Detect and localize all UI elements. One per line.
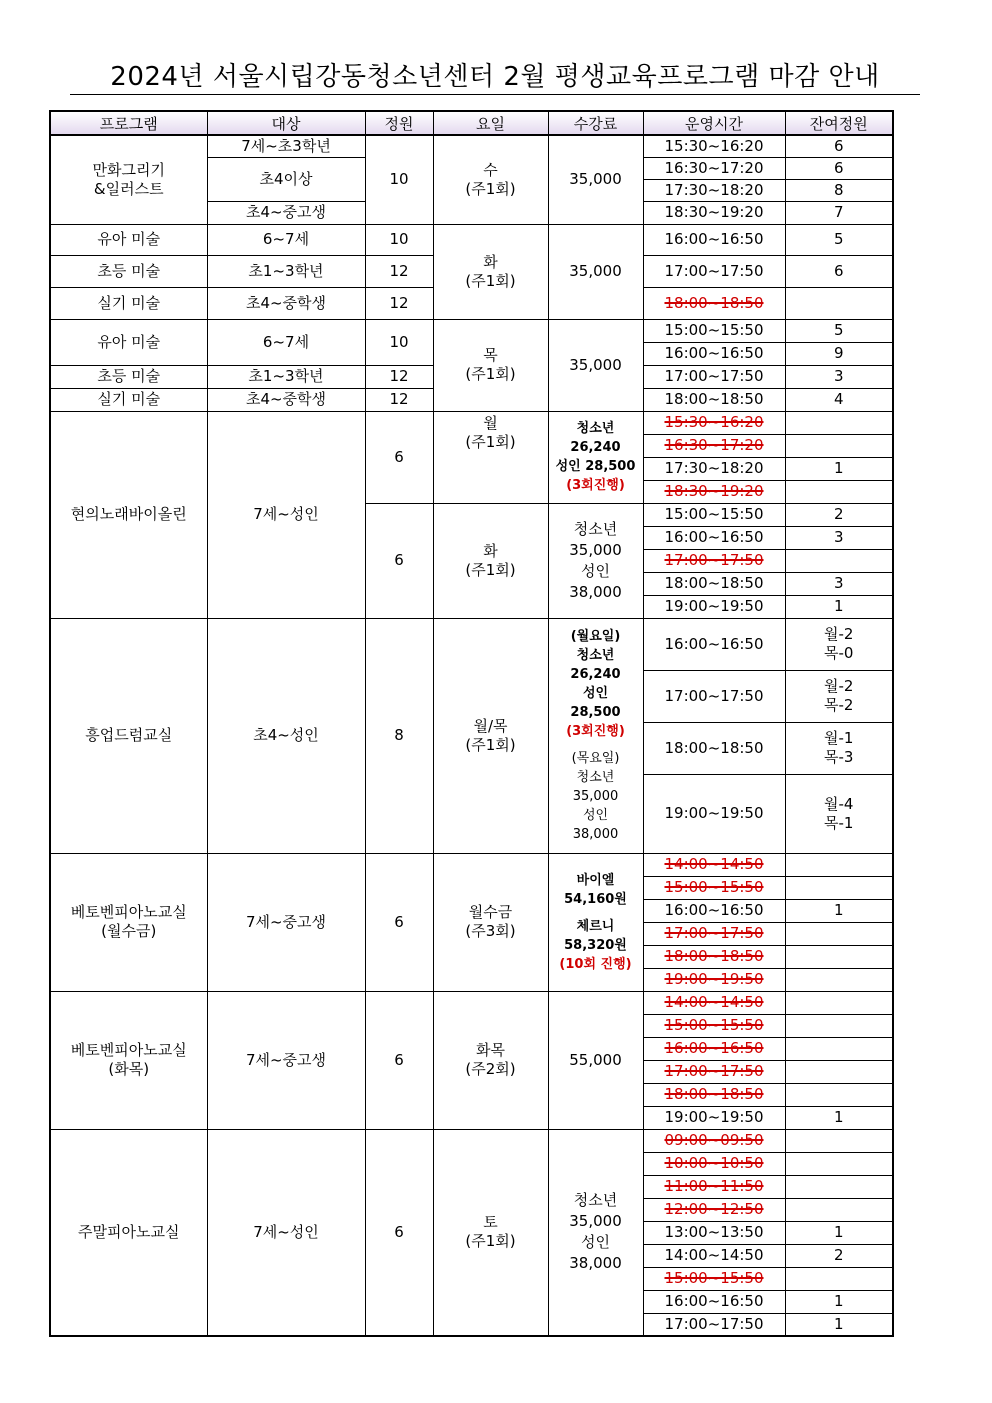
capacity-cell: 10 (365, 135, 433, 224)
time-slot: 17:30~18:20 (643, 179, 785, 201)
table-row (50, 1129, 893, 1152)
remaining-cell: 3 (785, 526, 893, 549)
remaining-cell (785, 968, 893, 991)
remaining-cell (785, 287, 893, 319)
time-slot: 16:00~16:50 (643, 899, 785, 922)
program-name: 만화그리기 &일러스트 (50, 135, 207, 224)
header-target: 대상 (207, 111, 365, 135)
target-cell: 7세~성인 (207, 1129, 365, 1336)
time-slot: 18:00~18:50 (643, 572, 785, 595)
capacity-cell: 6 (365, 503, 433, 618)
remaining-cell (785, 876, 893, 899)
time-slot-closed: 11:00~11:50 (643, 1175, 785, 1198)
program-name: 초등 미술 (50, 255, 207, 287)
capacity-cell: 6 (365, 1129, 433, 1336)
time-slot: 16:00~16:50 (643, 618, 785, 670)
remaining-cell: 2 (785, 503, 893, 526)
day-cell: 월 (주1회) (433, 411, 548, 503)
day-cell: 토 (주1회) (433, 1129, 548, 1336)
time-slot: 19:00~19:50 (643, 774, 785, 853)
remaining-cell (785, 411, 893, 434)
program-name: 주말피아노교실 (50, 1129, 207, 1336)
day-cell: 화 (주1회) (433, 224, 548, 319)
remaining-cell (785, 922, 893, 945)
time-slot: 18:30~19:20 (643, 201, 785, 224)
remaining-cell: 3 (785, 365, 893, 388)
day-cell: 목 (주1회) (433, 319, 548, 411)
header-day: 요일 (433, 111, 548, 135)
fee-cell: 바이엘 54,160원 체르니 58,320원 (10회 진행) (548, 853, 643, 991)
time-slot: 19:00~19:50 (643, 1106, 785, 1129)
header-program: 프로그램 (50, 111, 207, 135)
table-row (50, 991, 893, 1014)
fee-cell: 35,000 (548, 224, 643, 319)
remaining-cell: 1 (785, 1290, 893, 1313)
remaining-cell (785, 480, 893, 503)
time-slot-closed: 15:30~16:20 (643, 411, 785, 434)
remaining-cell (785, 1198, 893, 1221)
target-cell: 초4~성인 (207, 618, 365, 853)
header-fee: 수강료 (548, 111, 643, 135)
fee-cell: 35,000 (548, 319, 643, 411)
capacity-cell: 6 (365, 853, 433, 991)
program-name: 실기 미술 (50, 287, 207, 319)
target-cell: 초1~3학년 (207, 365, 365, 388)
program-name: 유아 미술 (50, 224, 207, 255)
remaining-cell: 8 (785, 179, 893, 201)
remaining-cell (785, 853, 893, 876)
capacity-cell: 12 (365, 255, 433, 287)
remaining-cell (785, 1267, 893, 1290)
time-slot: 15:30~16:20 (643, 135, 785, 157)
capacity-cell: 6 (365, 411, 433, 503)
time-slot: 17:00~17:50 (643, 255, 785, 287)
time-slot-closed: 10:00~10:50 (643, 1152, 785, 1175)
fee-note: (10회 진행) (559, 956, 632, 972)
fee-note: (3회진행) (566, 478, 625, 493)
time-slot-closed: 19:00~19:50 (643, 968, 785, 991)
page-title: 2024년 서울시립강동청소년센터 2월 평생교육프로그램 마감 안내 (70, 60, 920, 95)
target-cell: 7세~성인 (207, 411, 365, 618)
remaining-cell: 2 (785, 1244, 893, 1267)
remaining-cell (785, 991, 893, 1014)
day-cell: 월수금 (주3회) (433, 853, 548, 991)
header-remaining: 잔여정원 (785, 111, 893, 135)
remaining-cell (785, 1083, 893, 1106)
day-cell: 화 (주1회) (433, 503, 548, 618)
time-slot: 16:00~16:50 (643, 342, 785, 365)
target-cell: 초4이상 (207, 157, 365, 201)
target-cell: 6~7세 (207, 224, 365, 255)
time-slot: 19:00~19:50 (643, 595, 785, 618)
remaining-cell: 1 (785, 1313, 893, 1336)
capacity-cell: 10 (365, 224, 433, 255)
remaining-cell (785, 1060, 893, 1083)
remaining-cell (785, 434, 893, 457)
time-slot-closed: 15:00~15:50 (643, 1267, 785, 1290)
remaining-cell: 1 (785, 595, 893, 618)
time-slot-closed: 14:00~14:50 (643, 853, 785, 876)
capacity-cell: 12 (365, 365, 433, 388)
time-slot: 17:30~18:20 (643, 457, 785, 480)
table-row (50, 135, 893, 157)
day-cell: 화목 (주2회) (433, 991, 548, 1129)
time-slot-closed: 17:00~17:50 (643, 922, 785, 945)
remaining-cell: 5 (785, 319, 893, 342)
target-cell: 초4~중학생 (207, 388, 365, 411)
time-slot: 15:00~15:50 (643, 319, 785, 342)
remaining-cell: 6 (785, 157, 893, 179)
program-name: 현의노래바이올린 (50, 411, 207, 618)
time-slot: 16:00~16:50 (643, 224, 785, 255)
remaining-cell: 월-2 목-0 (785, 618, 893, 670)
time-slot: 18:00~18:50 (643, 388, 785, 411)
table-row (50, 618, 893, 670)
time-slot: 18:00~18:50 (643, 722, 785, 774)
fee-cell: 청소년 26,240 성인 28,500 (3회진행) (548, 411, 643, 503)
time-slot-closed: 17:00~17:50 (643, 1060, 785, 1083)
time-slot-closed: 12:00~12:50 (643, 1198, 785, 1221)
target-cell: 초1~3학년 (207, 255, 365, 287)
time-slot: 14:00~14:50 (643, 1244, 785, 1267)
capacity-cell: 12 (365, 287, 433, 319)
table-row (50, 853, 893, 876)
time-slot: 17:00~17:50 (643, 1313, 785, 1336)
time-slot-closed: 09:00~09:50 (643, 1129, 785, 1152)
remaining-cell: 월-1 목-3 (785, 722, 893, 774)
capacity-cell: 6 (365, 991, 433, 1129)
program-name: 실기 미술 (50, 388, 207, 411)
time-slot-closed: 18:00~18:50 (643, 1083, 785, 1106)
program-name: 베토벤피아노교실 (월수금) (50, 853, 207, 991)
target-cell: 7세~초3학년 (207, 135, 365, 157)
program-name: 베토벤피아노교실 (화목) (50, 991, 207, 1129)
time-slot: 16:00~16:50 (643, 526, 785, 549)
target-cell: 초4~중고생 (207, 201, 365, 224)
remaining-cell: 1 (785, 899, 893, 922)
remaining-cell: 9 (785, 342, 893, 365)
remaining-cell (785, 1014, 893, 1037)
fee-note: (3회진행) (566, 724, 625, 739)
header-row (50, 111, 893, 135)
remaining-cell: 6 (785, 255, 893, 287)
remaining-cell (785, 1129, 893, 1152)
fee-cell: 청소년 35,000 성인 38,000 (548, 503, 643, 618)
table-row (50, 319, 893, 342)
remaining-cell: 6 (785, 135, 893, 157)
table-row (50, 411, 893, 434)
table-row (50, 224, 893, 255)
time-slot-closed: 18:30~19:20 (643, 480, 785, 503)
header-time: 운영시간 (643, 111, 785, 135)
header-capacity: 정원 (365, 111, 433, 135)
program-table (49, 110, 894, 1337)
time-slot-closed: 16:00~16:50 (643, 1037, 785, 1060)
time-slot-closed: 15:00~15:50 (643, 1014, 785, 1037)
time-slot: 17:00~17:50 (643, 365, 785, 388)
remaining-cell (785, 1175, 893, 1198)
time-slot-closed: 16:30~17:20 (643, 434, 785, 457)
fee-cell: (월요일) 청소년 26,240 성인 28,500 (3회진행) (목요일) 청소년 35,000 성인 38,000 (548, 618, 643, 853)
remaining-cell: 4 (785, 388, 893, 411)
capacity-cell: 8 (365, 618, 433, 853)
fee-cell: 35,000 (548, 135, 643, 224)
remaining-cell: 1 (785, 457, 893, 480)
capacity-cell: 10 (365, 319, 433, 365)
remaining-cell: 1 (785, 1221, 893, 1244)
target-cell: 7세~중고생 (207, 991, 365, 1129)
target-cell: 초4~중학생 (207, 287, 365, 319)
remaining-cell: 3 (785, 572, 893, 595)
program-name: 흥업드럼교실 (50, 618, 207, 853)
remaining-cell: 월-2 목-2 (785, 670, 893, 722)
time-slot-closed: 17:00~17:50 (643, 549, 785, 572)
time-slot: 16:30~17:20 (643, 157, 785, 179)
time-slot-closed: 18:00~18:50 (643, 287, 785, 319)
target-cell: 6~7세 (207, 319, 365, 365)
time-slot: 13:00~13:50 (643, 1221, 785, 1244)
program-name: 유아 미술 (50, 319, 207, 365)
remaining-cell: 1 (785, 1106, 893, 1129)
remaining-cell: 7 (785, 201, 893, 224)
remaining-cell (785, 549, 893, 572)
day-cell: 월/목 (주1회) (433, 618, 548, 853)
time-slot-closed: 14:00~14:50 (643, 991, 785, 1014)
time-slot: 17:00~17:50 (643, 670, 785, 722)
time-slot-closed: 15:00~15:50 (643, 876, 785, 899)
fee-cell: 55,000 (548, 991, 643, 1129)
remaining-cell (785, 945, 893, 968)
capacity-cell: 12 (365, 388, 433, 411)
time-slot-closed: 18:00~18:50 (643, 945, 785, 968)
remaining-cell: 월-4 목-1 (785, 774, 893, 853)
fee-cell: 청소년 35,000 성인 38,000 (548, 1129, 643, 1336)
time-slot: 16:00~16:50 (643, 1290, 785, 1313)
time-slot: 15:00~15:50 (643, 503, 785, 526)
program-name: 초등 미술 (50, 365, 207, 388)
target-cell: 7세~중고생 (207, 853, 365, 991)
remaining-cell: 5 (785, 224, 893, 255)
remaining-cell (785, 1152, 893, 1175)
remaining-cell (785, 1037, 893, 1060)
day-cell: 수 (주1회) (433, 135, 548, 224)
